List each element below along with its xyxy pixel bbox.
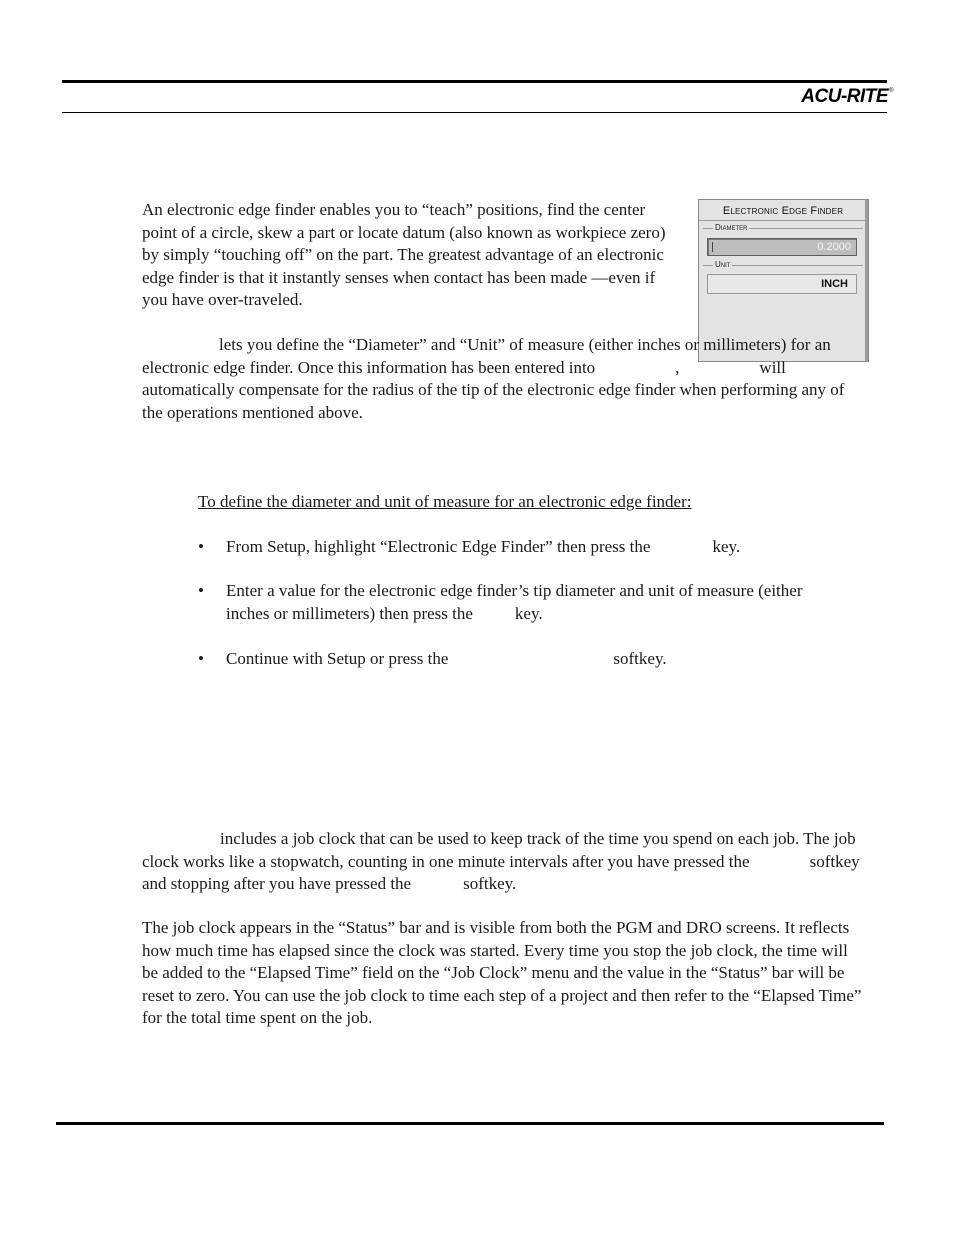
unit-value: INCH xyxy=(821,278,848,290)
registered-mark: ® xyxy=(889,88,893,94)
job-clock-intro-paragraph xyxy=(142,828,867,896)
diameter-label: Diameter xyxy=(715,223,748,232)
bullet-dot: • xyxy=(198,581,204,600)
diameter-input[interactable] xyxy=(707,238,857,256)
bullet-dot: • xyxy=(198,649,204,668)
instruction-step-3 xyxy=(198,648,838,671)
step-2-suffix: key. xyxy=(514,603,543,623)
edge-finder-intro-paragraph: An electronic edge finder enables you to “teach” positions, find the center point of a circle, skew a part or locate datum (also known as workpiece zero) by simply “touching off” on the part. The greatest advantage of an electronic edge finder is that it instantly senses when contact has been made —even if you have over-traveled. xyxy=(142,200,666,309)
step-2-text: Enter a value for the electronic edge finder’s tip diameter and unit of measure (either inches or millimeters) then press the xyxy=(226,581,803,623)
header-rule-top xyxy=(62,80,887,83)
instruction-step-1 xyxy=(198,536,838,559)
bullet-dot: • xyxy=(198,537,204,556)
paragraph-2-part-c: will automatically compensate for the radius of the tip of the electronic edge finder when performing any of the operations mentioned above. xyxy=(142,357,845,422)
step-1-text: From Setup, highlight “Electronic Edge Finder” then press the xyxy=(226,537,651,556)
step-3-text: Continue with Setup or press the xyxy=(226,649,449,668)
unit-select[interactable] xyxy=(707,274,857,294)
paragraph-2-part-b: , xyxy=(675,357,680,377)
footer-rule xyxy=(56,1122,884,1125)
text-caret xyxy=(712,242,713,252)
panel-title: Electronic Edge Finder xyxy=(699,202,867,221)
acu-rite-logo xyxy=(801,86,892,108)
job-clock-status-paragraph: The job clock appears in the “Status” bar and is visible from both the PGM and DRO screens. It reflects how much time has elapsed since the clock was started. Every time you stop the job clock, the time will be added to the “Elapsed Time” field on the “Job Clock” menu and the value in the “Status” bar will be reset to zero. You can use the job clock to time each step of a project and then refer to the “Elapsed Time” for the total time spent on the job. xyxy=(142,918,862,1027)
job-clock-part-a: includes a job clock that can be used to keep track of the time you spend on each job. The job clock works like a stopwatch, counting in one minute intervals after you have pressed the xyxy=(142,829,856,871)
job-clock-part-b: softkey and stopping after you have pressed the xyxy=(142,851,860,893)
paragraph-2-part-a: lets you define the “Diameter” and “Unit” of measure (either inches or millimeters) for an electronic edge finder. Once this information has been entered into xyxy=(142,335,831,377)
step-3-suffix: softkey. xyxy=(613,649,667,668)
logo-text: ACU-RITE xyxy=(801,86,889,107)
instruction-step-2 xyxy=(198,580,838,625)
job-clock-part-c: softkey. xyxy=(463,874,517,893)
howto-heading: To define the diameter and unit of measure for an electronic edge finder: xyxy=(198,492,692,511)
unit-label: Unit xyxy=(715,260,731,269)
diameter-value: 0.2000 xyxy=(817,241,851,253)
header-rule-bottom xyxy=(62,112,887,113)
edge-finder-define-paragraph xyxy=(142,334,867,424)
step-1-suffix: key. xyxy=(712,537,741,556)
